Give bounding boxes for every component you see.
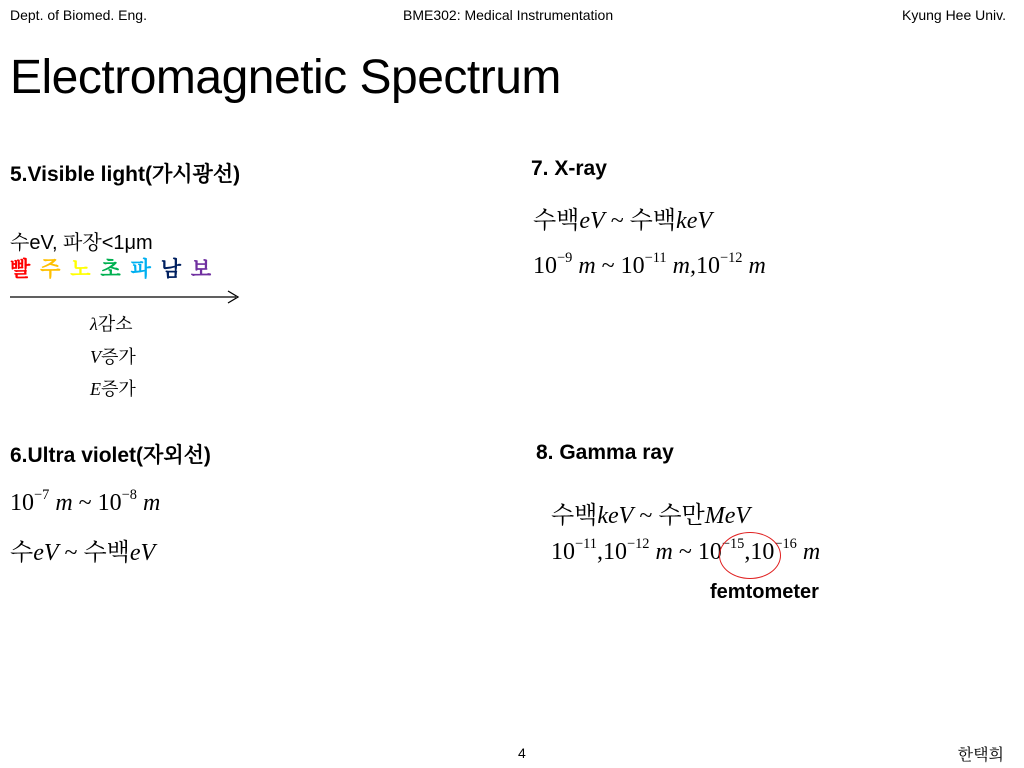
uv-heading: 6.Ultra violet(자외선) [10, 444, 211, 467]
note-frequency: V증가 [90, 347, 136, 367]
femtometer-label: femtometer [710, 581, 819, 603]
color-yellow: 노 [70, 258, 91, 281]
visible-color-list [10, 253, 215, 283]
header-dept: Dept. of Biomed. Eng. [10, 7, 147, 23]
visible-light-heading: 5.Visible light(가시광선) [10, 163, 241, 186]
color-indigo: 남 [160, 258, 181, 281]
xray-wavelength: $10^{-9}$ m ~ $10^{-11}$ $m,10^{-12}$ m [533, 250, 766, 279]
footer-author: 한택희 [957, 747, 1004, 764]
header-course: BME302: Medical Instrumentation [403, 7, 614, 23]
page-number: 4 [518, 745, 526, 761]
xray-energy: 수백eV ~ 수백keV [533, 208, 713, 234]
femtometer-highlight-circle [719, 532, 781, 579]
uv-energy: 수eV ~ 수백eV [10, 540, 156, 566]
uv-wavelength: $10^{-7}$ m ~ $10^{-8}$ m [10, 487, 161, 516]
gamma-energy: 수백keV ~ 수만MeV [551, 503, 751, 529]
note-energy: E증가 [90, 379, 136, 399]
gamma-wavelength: $10^{-11},10^{-12}$ m ~ $10^{-15},10^{-16}$ m [551, 536, 821, 565]
gamma-heading: 8. Gamma ray [536, 441, 674, 464]
note-wavelength: λ감소 [90, 314, 133, 334]
header-university: Kyung Hee Univ. [901, 7, 1006, 23]
arrow-icon [10, 290, 242, 304]
color-orange: 주 [40, 258, 61, 281]
color-blue: 파 [130, 258, 151, 281]
xray-heading: 7. X-ray [531, 157, 607, 180]
color-red: 빨 [10, 258, 31, 281]
color-violet: 보 [190, 258, 212, 281]
page-title: Electromagnetic Spectrum [10, 51, 561, 104]
color-green: 초 [100, 258, 121, 281]
visible-light-energy: 수eV, 파장<1μm [10, 232, 153, 254]
